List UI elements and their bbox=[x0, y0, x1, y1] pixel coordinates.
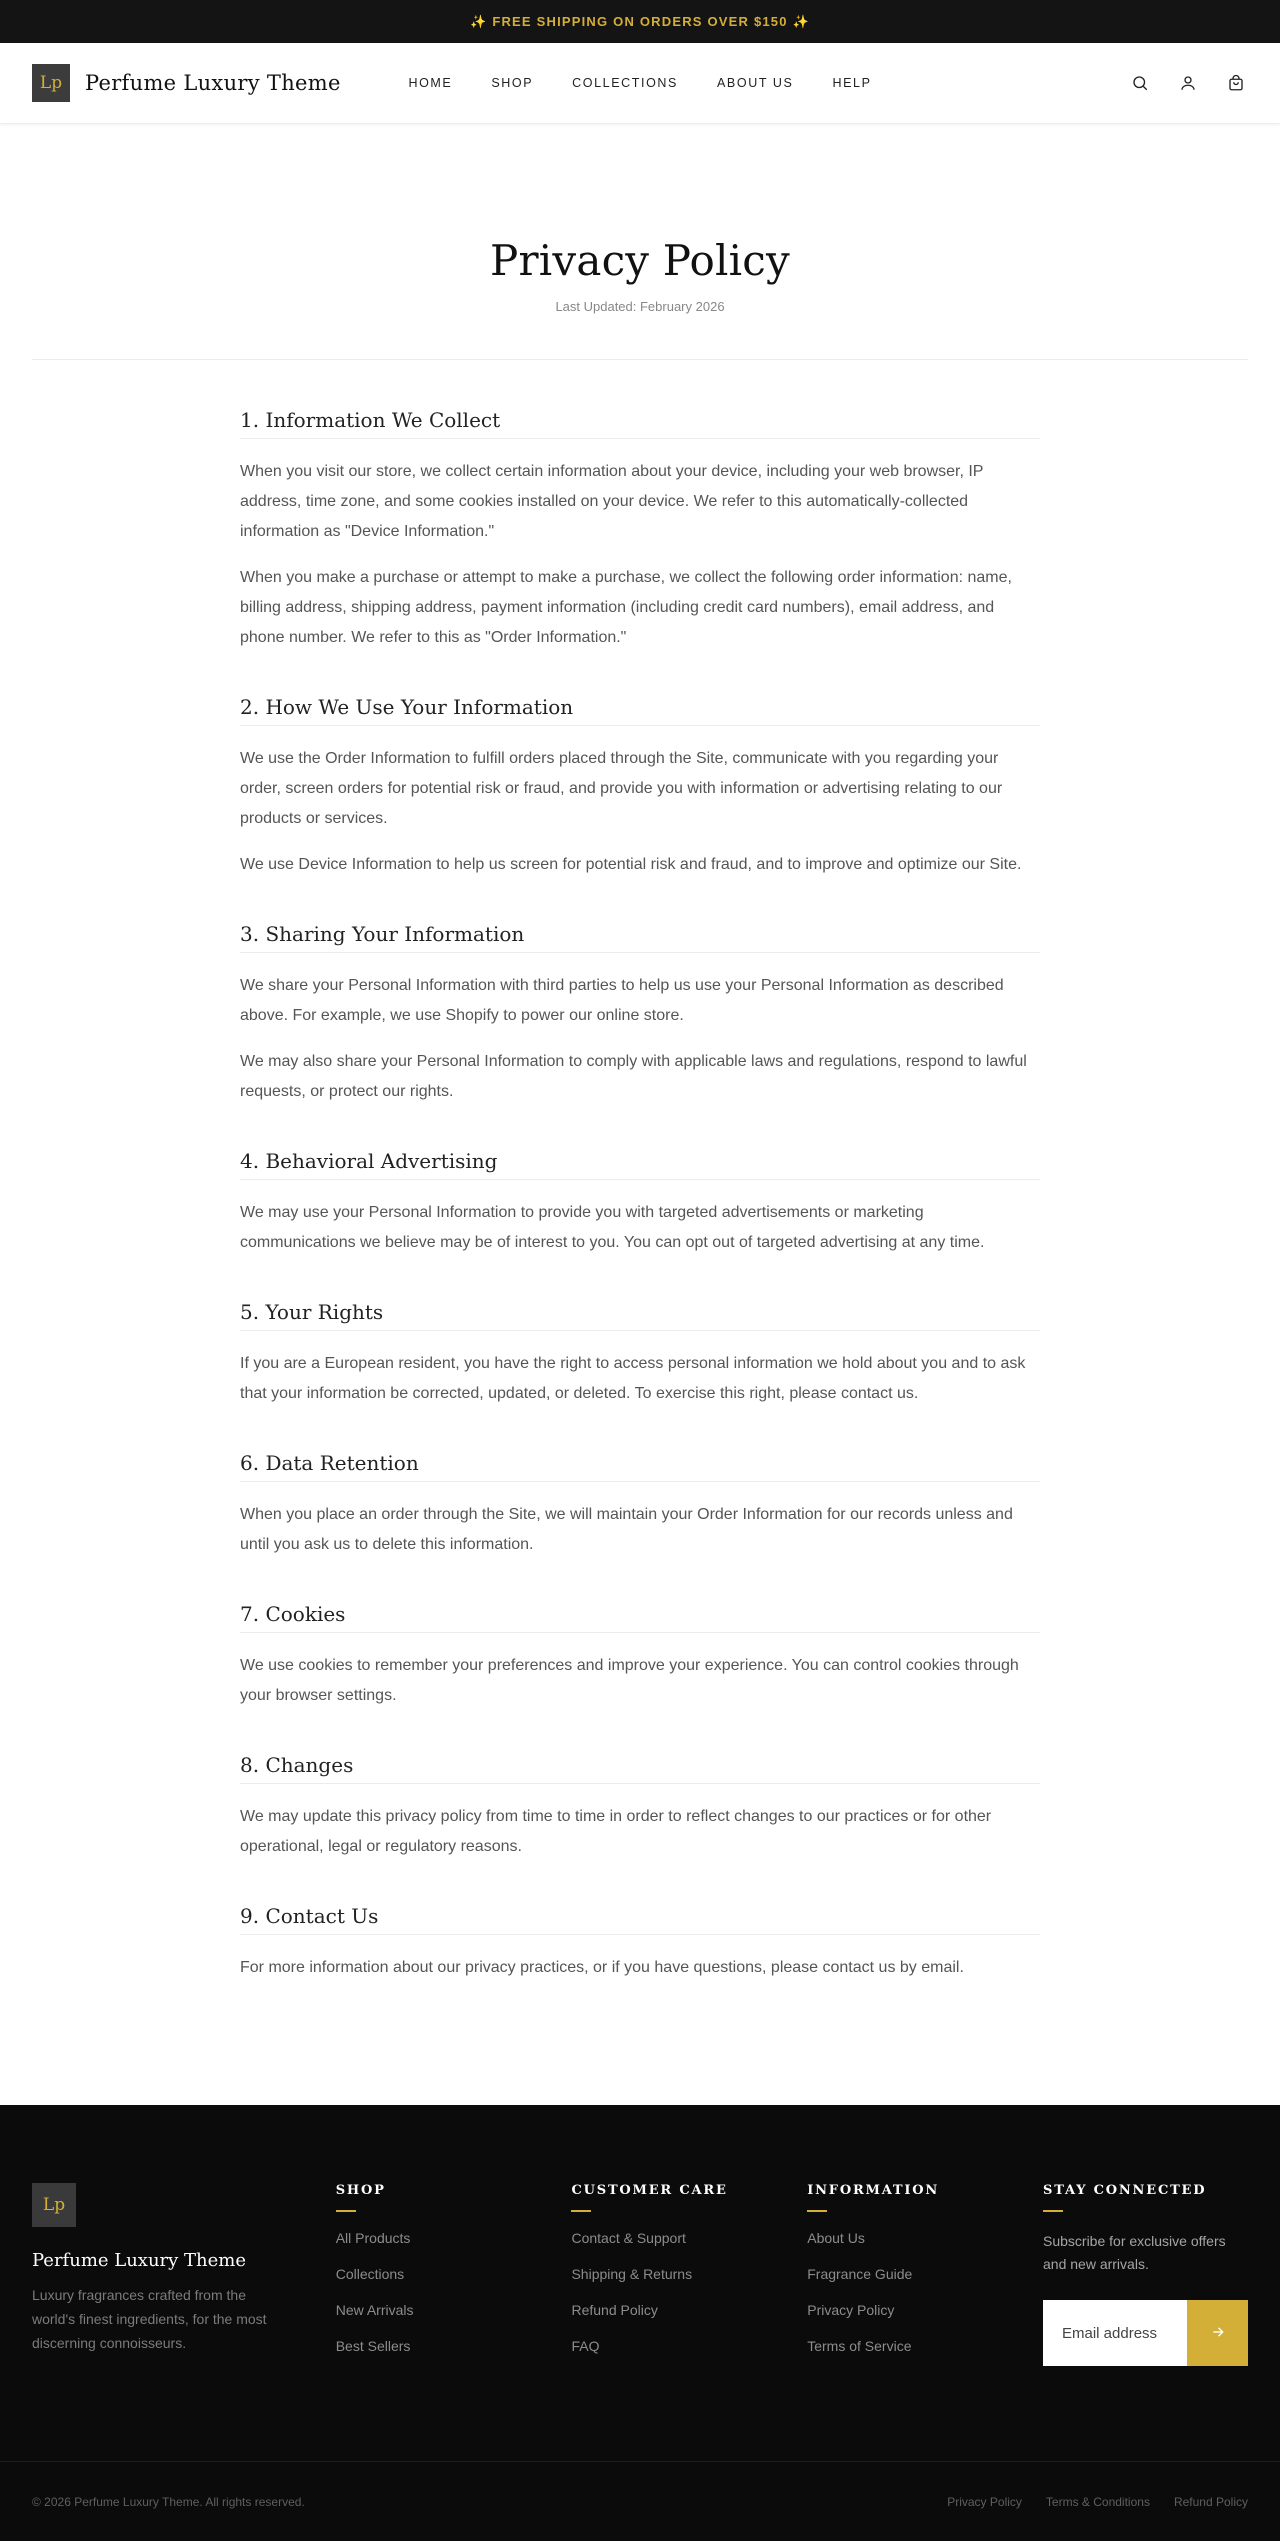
section-heading: 8. Changes bbox=[240, 1753, 1040, 1784]
section-heading: 1. Information We Collect bbox=[240, 408, 1040, 439]
legal-link-terms-conditions[interactable]: Terms & Conditions bbox=[1045, 2494, 1150, 2509]
logo-monogram: Lp bbox=[39, 73, 63, 93]
footer-newsletter bbox=[1043, 2183, 1248, 2461]
section-paragraph: When you visit our store, we collect certain information about your device, including your web browser, IP address, time zone, and some cookies installed on your device. We refer to this automatically-collected information as "Device Information." bbox=[240, 463, 984, 540]
section-heading: 7. Cookies bbox=[240, 1602, 1040, 1633]
last-updated: Last Updated: February 2026 bbox=[555, 299, 725, 314]
footer-link-new-arrivals[interactable]: New Arrivals bbox=[335, 2302, 414, 2318]
section-heading: 6. Data Retention bbox=[240, 1451, 1040, 1482]
newsletter-email-input[interactable] bbox=[1043, 2300, 1187, 2366]
footer-logo[interactable] bbox=[32, 2183, 76, 2227]
site-footer bbox=[0, 2105, 1280, 2541]
section-heading: 4. Behavioral Advertising bbox=[240, 1149, 1040, 1180]
section-paragraph: When you place an order through the Site, we will maintain your Order Information for our records unless and until you ask us to delete this information. bbox=[240, 1506, 1013, 1553]
policy-section bbox=[240, 1602, 1040, 1711]
nav-shop[interactable]: SHOP bbox=[491, 76, 534, 90]
footer-link-all-products[interactable]: All Products bbox=[335, 2230, 411, 2246]
section-paragraph: When you make a purchase or attempt to make a purchase, we collect the following order information: name, billing address, shipping address, payment information (including credit card numbers), email address, and phone number. We refer to this as "Order Information." bbox=[240, 569, 1012, 646]
footer-title-underline bbox=[571, 2210, 591, 2212]
footer-tagline: Luxury fragrances crafted from the world's finest ingredients, for the most discerning connoisseurs. bbox=[32, 2287, 267, 2351]
section-heading: 9. Contact Us bbox=[240, 1904, 1040, 1935]
footer-column-information bbox=[807, 2183, 1043, 2461]
section-paragraph: For more information about our privacy practices, or if you have questions, please contact us by email. bbox=[240, 1959, 964, 1976]
nav-help[interactable]: HELP bbox=[832, 76, 872, 90]
brand-logo bbox=[32, 64, 70, 102]
footer-brand bbox=[32, 2183, 336, 2461]
policy-section bbox=[240, 695, 1040, 880]
newsletter-submit-button[interactable] bbox=[1187, 2300, 1248, 2366]
footer-column-title: STAY CONNECTED bbox=[1043, 2183, 1207, 2198]
cart-icon[interactable] bbox=[1224, 71, 1248, 95]
arrow-right-icon bbox=[1211, 2325, 1225, 2342]
nav-home[interactable]: HOME bbox=[408, 76, 453, 90]
footer-main bbox=[0, 2105, 1280, 2461]
footer-title-underline bbox=[1043, 2210, 1063, 2212]
footer-link-contact-support[interactable]: Contact & Support bbox=[571, 2230, 686, 2246]
section-paragraph: We use cookies to remember your preferences and improve your experience. You can control cookies through your browser settings. bbox=[240, 1657, 1019, 1704]
newsletter-form bbox=[1043, 2300, 1248, 2366]
footer-title-underline bbox=[336, 2210, 356, 2212]
footer-link-collections[interactable]: Collections bbox=[335, 2266, 405, 2282]
user-icon[interactable] bbox=[1176, 71, 1200, 95]
page-hero bbox=[0, 124, 1280, 314]
policy-section bbox=[240, 1149, 1040, 1258]
section-heading: 2. How We Use Your Information bbox=[240, 695, 1040, 726]
footer-brand-name: Perfume Luxury Theme bbox=[32, 2250, 247, 2271]
footer-link-best-sellers[interactable]: Best Sellers bbox=[335, 2338, 411, 2354]
legal-link-refund-policy[interactable]: Refund Policy bbox=[1173, 2494, 1248, 2509]
footer-column-customer-care bbox=[571, 2183, 807, 2461]
policy-section bbox=[240, 1904, 1040, 1983]
search-icon[interactable] bbox=[1128, 71, 1152, 95]
policy-section bbox=[240, 408, 1040, 653]
footer-link-terms-of-service[interactable]: Terms of Service bbox=[807, 2338, 912, 2354]
copyright: © 2026 Perfume Luxury Theme. All rights reserved. bbox=[32, 2494, 305, 2509]
footer-bottom bbox=[0, 2461, 1280, 2541]
footer-link-refund-policy[interactable]: Refund Policy bbox=[571, 2302, 658, 2318]
nav-about-us[interactable]: ABOUT US bbox=[717, 76, 794, 90]
section-paragraph: We use the Order Information to fulfill orders placed through the Site, communicate with you regarding your order, screen orders for potential risk or fraud, and provide you with information or advertising relating to our products or services. bbox=[240, 750, 1003, 827]
footer-title-underline bbox=[807, 2210, 827, 2212]
legal-link-privacy-policy[interactable]: Privacy Policy bbox=[947, 2494, 1022, 2509]
footer-link-faq[interactable]: FAQ bbox=[571, 2338, 600, 2354]
announcement-text: ✨ FREE SHIPPING ON ORDERS OVER $150 ✨ bbox=[470, 13, 810, 29]
brand-link[interactable] bbox=[32, 64, 341, 102]
footer-column-title: CUSTOMER CARE bbox=[571, 2183, 728, 2198]
page-title: Privacy Policy bbox=[490, 236, 790, 285]
header-actions bbox=[1128, 71, 1248, 95]
footer-logo-monogram: Lp bbox=[42, 2195, 66, 2215]
section-paragraph: We use Device Information to help us screen for potential risk and fraud, and to improve and optimize our Site. bbox=[240, 856, 1022, 873]
section-paragraph: We may also share your Personal Information to comply with applicable laws and regulations, respond to lawful requests, or protect our rights. bbox=[240, 1053, 1027, 1100]
newsletter-text: Subscribe for exclusive offers and new arrivals. bbox=[1043, 2233, 1226, 2272]
legal-links bbox=[947, 2495, 1248, 2509]
section-paragraph: We share your Personal Information with third parties to help us use your Personal Information as described above. For example, we use Shopify to power our online store. bbox=[240, 977, 1004, 1024]
section-paragraph: We may use your Personal Information to provide you with targeted advertisements or marketing communications we believe may be of interest to you. You can opt out of targeted advertising at any time. bbox=[240, 1204, 985, 1251]
policy-content bbox=[240, 360, 1040, 2075]
footer-link-fragrance-guide[interactable]: Fragrance Guide bbox=[807, 2266, 913, 2282]
policy-section bbox=[240, 1300, 1040, 1409]
brand-name: Perfume Luxury Theme bbox=[85, 71, 341, 95]
footer-column-title: SHOP bbox=[335, 2183, 386, 2198]
policy-section bbox=[240, 922, 1040, 1107]
section-paragraph: We may update this privacy policy from time to time in order to reflect changes to our practices or for other operational, legal or regulatory reasons. bbox=[240, 1808, 992, 1855]
footer-column-shop bbox=[336, 2183, 572, 2461]
policy-section bbox=[240, 1451, 1040, 1560]
nav-collections[interactable]: COLLECTIONS bbox=[572, 76, 678, 90]
announcement-bar bbox=[0, 0, 1280, 43]
section-heading: 5. Your Rights bbox=[240, 1300, 1040, 1331]
footer-link-about-us[interactable]: About Us bbox=[807, 2230, 865, 2246]
footer-link-shipping-returns[interactable]: Shipping & Returns bbox=[571, 2266, 693, 2282]
footer-link-privacy-policy[interactable]: Privacy Policy bbox=[807, 2302, 895, 2318]
section-paragraph: If you are a European resident, you have the right to access personal information we hold about you and to ask that your information be corrected, updated, or deleted. To exercise this right, please contact us. bbox=[240, 1355, 1026, 1402]
footer-column-title: INFORMATION bbox=[807, 2183, 940, 2198]
site-header bbox=[0, 43, 1280, 124]
section-heading: 3. Sharing Your Information bbox=[240, 922, 1040, 953]
policy-section bbox=[240, 1753, 1040, 1862]
